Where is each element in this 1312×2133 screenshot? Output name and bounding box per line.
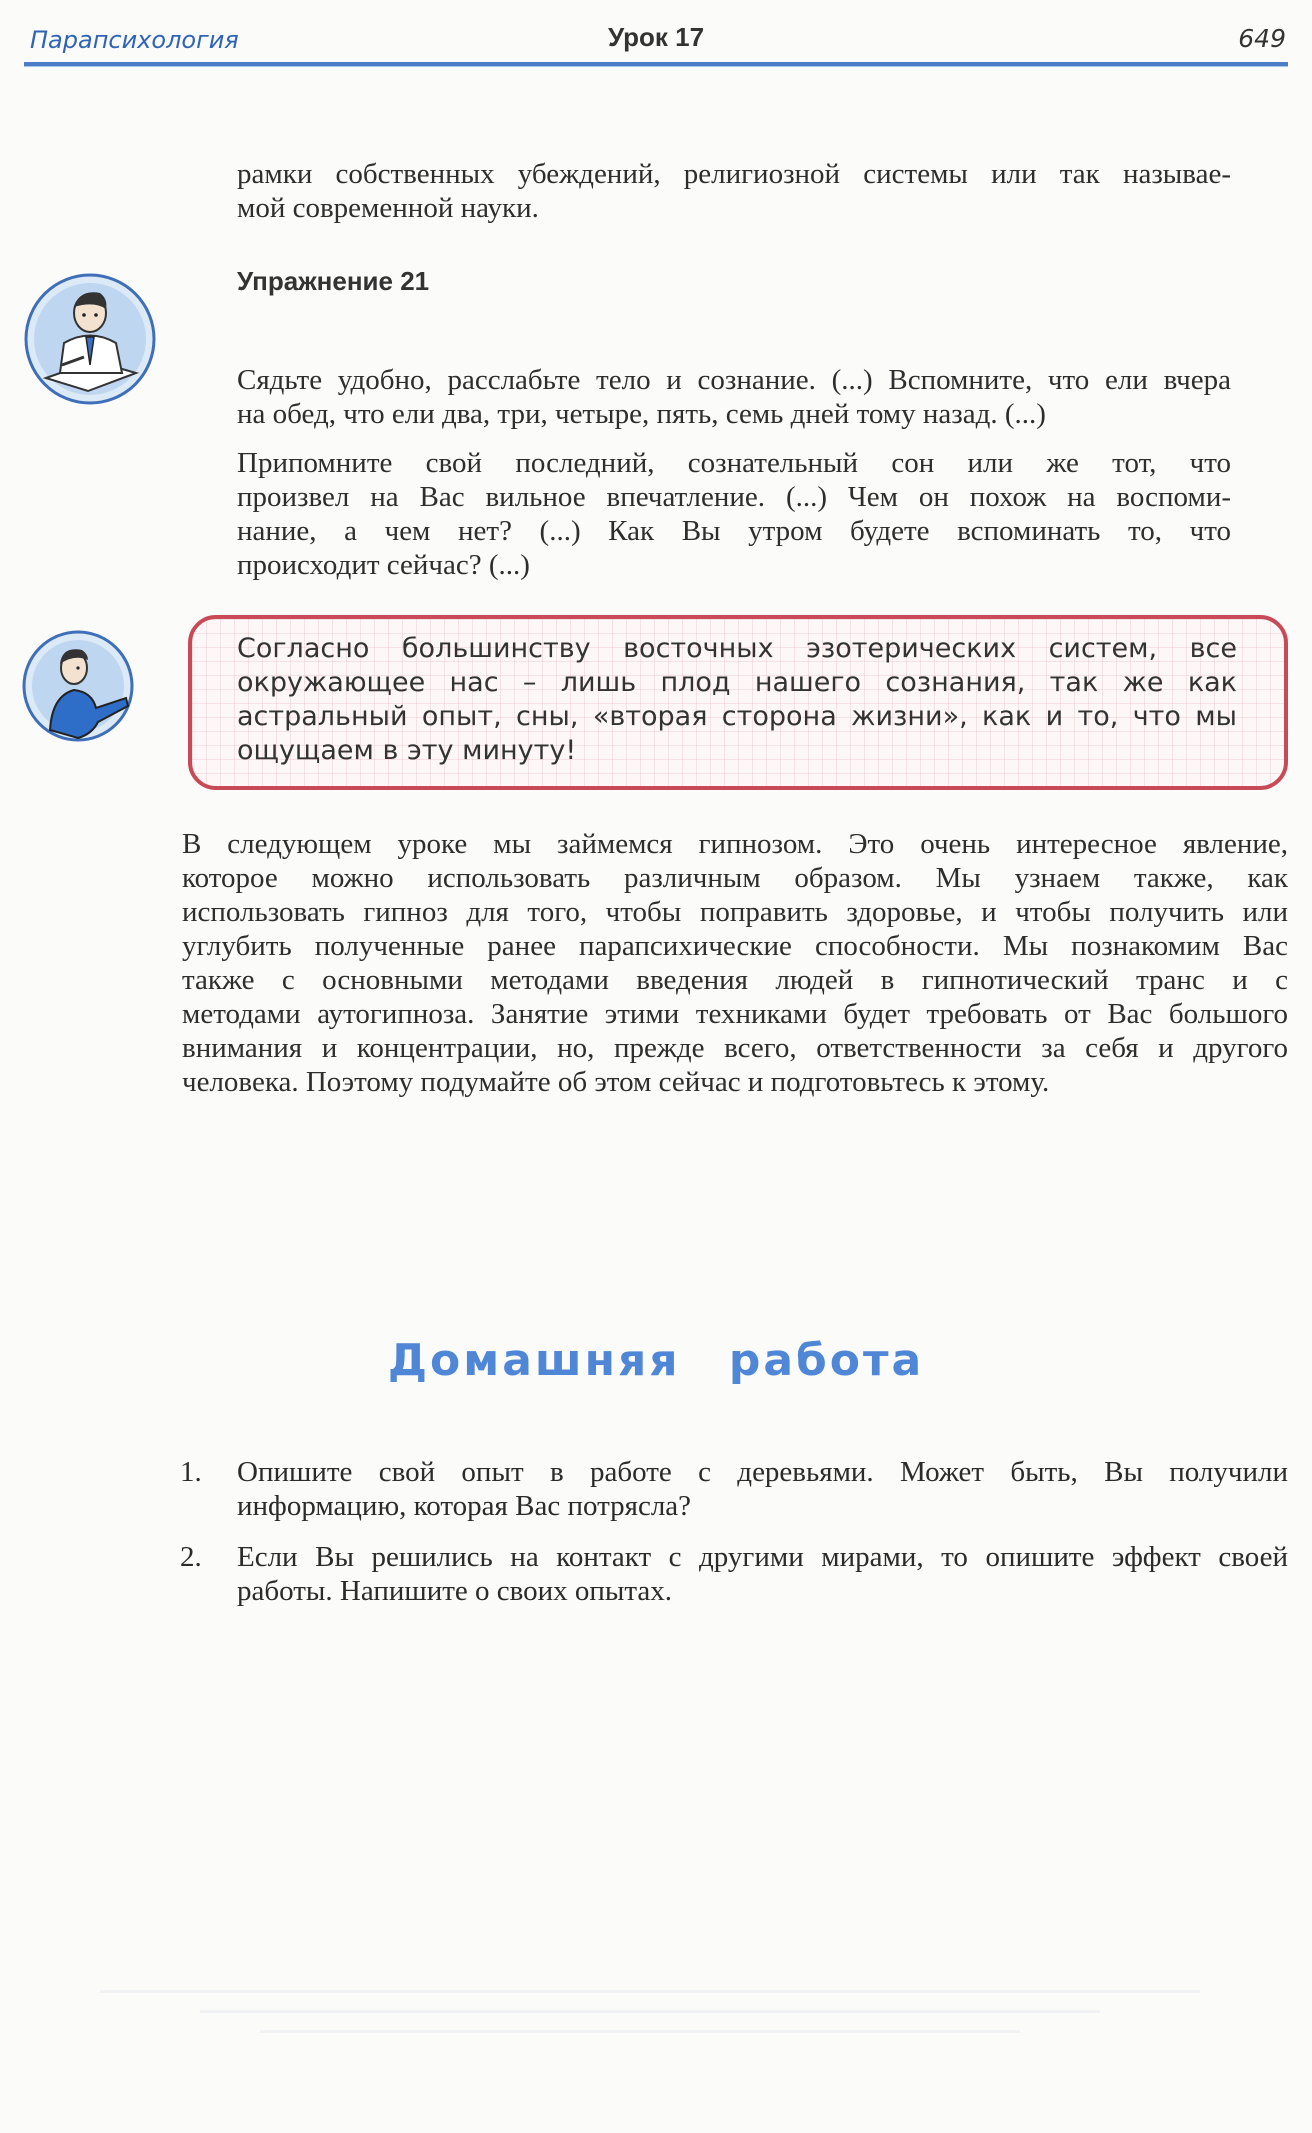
homework-item-1 [180, 1455, 1288, 1525]
exercise-paragraph-2 [237, 446, 1231, 582]
text-line: Сядьте удобно, расслабьте тело и сознание. (...) Вспомните, что ели вчера [237, 364, 1231, 396]
item-text [237, 1455, 1288, 1523]
item-text [237, 1540, 1288, 1608]
item-number: 1. [180, 1456, 202, 1488]
exercise-title: Упражнение 21 [237, 266, 430, 296]
text-line: углубить полученные ранее парапсихические способности. Мы познакомим Вас [182, 930, 1288, 962]
lesson-title: Урок 17 [607, 22, 705, 52]
text-line: происходит сейчас? (...) [237, 549, 530, 581]
page-number: 649 [1238, 24, 1286, 53]
bleed-through-mark [100, 1990, 1200, 1993]
homework-title: Домашняя работа [387, 1335, 925, 1386]
highlight-note-text [237, 632, 1237, 768]
text-line: мой современной науки. [237, 192, 539, 224]
bleed-through-mark [200, 2010, 1100, 2013]
text-line: человека. Поэтому подумайте об этом сейчас и подготовьтесь к этому. [182, 1066, 1050, 1098]
text-line: Припомните свой последний, сознательный сон или же тот, что [237, 447, 1231, 479]
text-line: также с основными методами введения людей в гипнотический транс и с [182, 964, 1288, 996]
pointing-man-icon [22, 630, 134, 742]
writing-man-icon [24, 273, 156, 405]
header-rule [24, 62, 1288, 67]
page-header [24, 18, 1288, 66]
bleed-through-mark [260, 2030, 1020, 2033]
text-line: рамки собственных убеждений, религиозной системы или так называе- [237, 158, 1231, 190]
text-line: которое можно использовать различным образом. Мы узнаем также, как [182, 862, 1288, 894]
note-line: Согласно большинству восточных эзотерических систем, все [237, 633, 1237, 664]
text-line: произвел на Вас вильное впечатление. (...) Чем он похож на воспоми- [237, 481, 1231, 513]
note-line: окружающее нас – лишь плод нашего сознания, так же как [237, 667, 1237, 698]
text-line: работы. Напишите о своих опытах. [237, 1575, 673, 1607]
text-line: использовать гипноз для того, чтобы поправить здоровье, и чтобы получить или [182, 896, 1288, 928]
text-line: информацию, которая Вас потрясла? [237, 1490, 692, 1522]
text-line: методами аутогипноза. Занятие этими техниками будет требовать от Вас большого [182, 998, 1288, 1030]
next-lesson-paragraph [182, 827, 1288, 1099]
homework-item-2 [180, 1540, 1288, 1610]
item-number: 2. [180, 1541, 202, 1573]
text-line: Опишите свой опыт в работе с деревьями. Может быть, Вы получили [237, 1456, 1288, 1488]
text-line: на обед, что ели два, три, четыре, пять, семь дней тому назад. (...) [237, 398, 1046, 430]
exercise-paragraph-1 [237, 363, 1231, 431]
note-line: астральный опыт, сны, «вторая сторона жизни», как и то, что мы [237, 701, 1237, 732]
intro-paragraph [237, 157, 1231, 225]
note-line: ощущаем в эту минуту! [237, 735, 577, 766]
text-line: внимания и концентрации, но, прежде всего, ответственности за себя и другого [182, 1032, 1288, 1064]
text-line: Если Вы решились на контакт с другими мирами, то опишите эффект своей [237, 1541, 1288, 1573]
section-title: Парапсихология [30, 26, 239, 54]
text-line: В следующем уроке мы займемся гипнозом. Это очень интересное явление, [182, 828, 1288, 860]
text-line: нание, а чем нет? (...) Как Вы утром будете вспоминать то, что [237, 515, 1231, 547]
